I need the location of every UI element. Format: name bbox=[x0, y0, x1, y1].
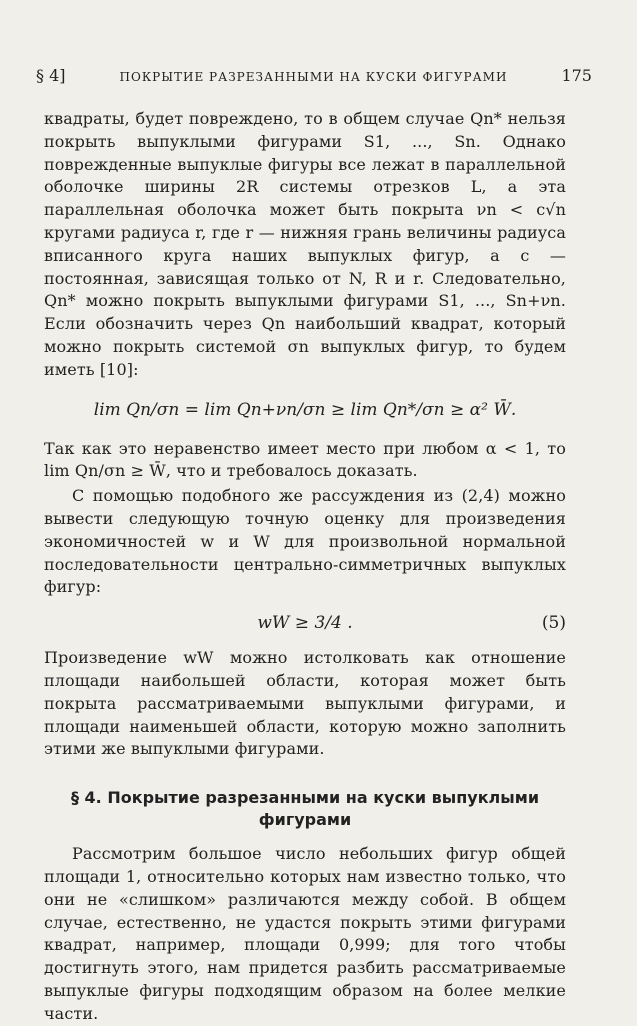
header-section: § 4] bbox=[36, 66, 66, 85]
header-title: ПОКРЫТИЕ РАЗРЕЗАННЫМИ НА КУСКИ ФИГУРАМИ bbox=[119, 70, 508, 84]
paragraph-5: Рассмотрим большое число небольших фигур общей площади 1, относительно которых нам известно только, что они не «слишком» различаются между собой. В общем случае, естественно, не удастся покрыть этими фигурами квадрат, например, площади 0,999; для того чтобы достигнуть этого, нам придется разбить рассматриваемые выпуклые фигуры подходящим образом на более мелкие части. bbox=[44, 844, 566, 1023]
page-number: 175 bbox=[561, 66, 592, 85]
paragraph-1: квадраты, будет повреждено, то в общем случае Qn* нельзя покрыть выпуклыми фигурами S1, ..., Sn. Однако поврежденные выпуклые фигуры все лежат в параллельной оболочке ширины 2R системы отрезков L, а эта параллельная оболочка может быть покрыта νn < c√n кругами радиуса r, где r — нижняя грань величины радиуса вписанного круга наших выпуклых фигур, а c — постоянная, зависящая только от N, R и r. Следовательно, Qn* можно покрыть выпуклыми фигурами S1, ..., Sn+νn. Если обозначить через Qn наибольший квадрат, который можно покрыть системой σn выпуклых фигур, то будем иметь [10]: bbox=[44, 109, 566, 379]
paragraph-4: Произведение wW можно истолковать как отношение площади наибольшей области, которая может быть покрыта рассматриваемыми выпуклыми фигурами, и площади наименьшей области, которую можно заполнить этими же выпуклыми фигурами. bbox=[44, 648, 566, 759]
formula-5-text: wW ≥ 3/4 . bbox=[257, 613, 353, 634]
paragraph-3: С помощью подобного же рассуждения из (2,4) можно вывести следующую точную оценку для произведения экономичностей w и W для произвольной нормальной последовательности центрально-симметричных выпуклых фигур: bbox=[44, 486, 566, 597]
formula-5 bbox=[44, 599, 566, 647]
paragraph-2: Так как это неравенство имеет место при любом α < 1, то lim Qn/σn ≥ W̄, что и требовалось доказать. bbox=[44, 438, 566, 481]
running-header bbox=[36, 66, 592, 85]
section-heading: § 4. Покрытие разрезанными на куски выпуклыми фигурами bbox=[70, 788, 540, 830]
formula-limit-inequality: lim Qn/σn = lim Qn+νn/σn ≥ lim Qn*/σn ≥ α² W̄. bbox=[93, 399, 517, 420]
page-body bbox=[44, 108, 566, 1026]
equation-number: (5) bbox=[541, 613, 566, 634]
